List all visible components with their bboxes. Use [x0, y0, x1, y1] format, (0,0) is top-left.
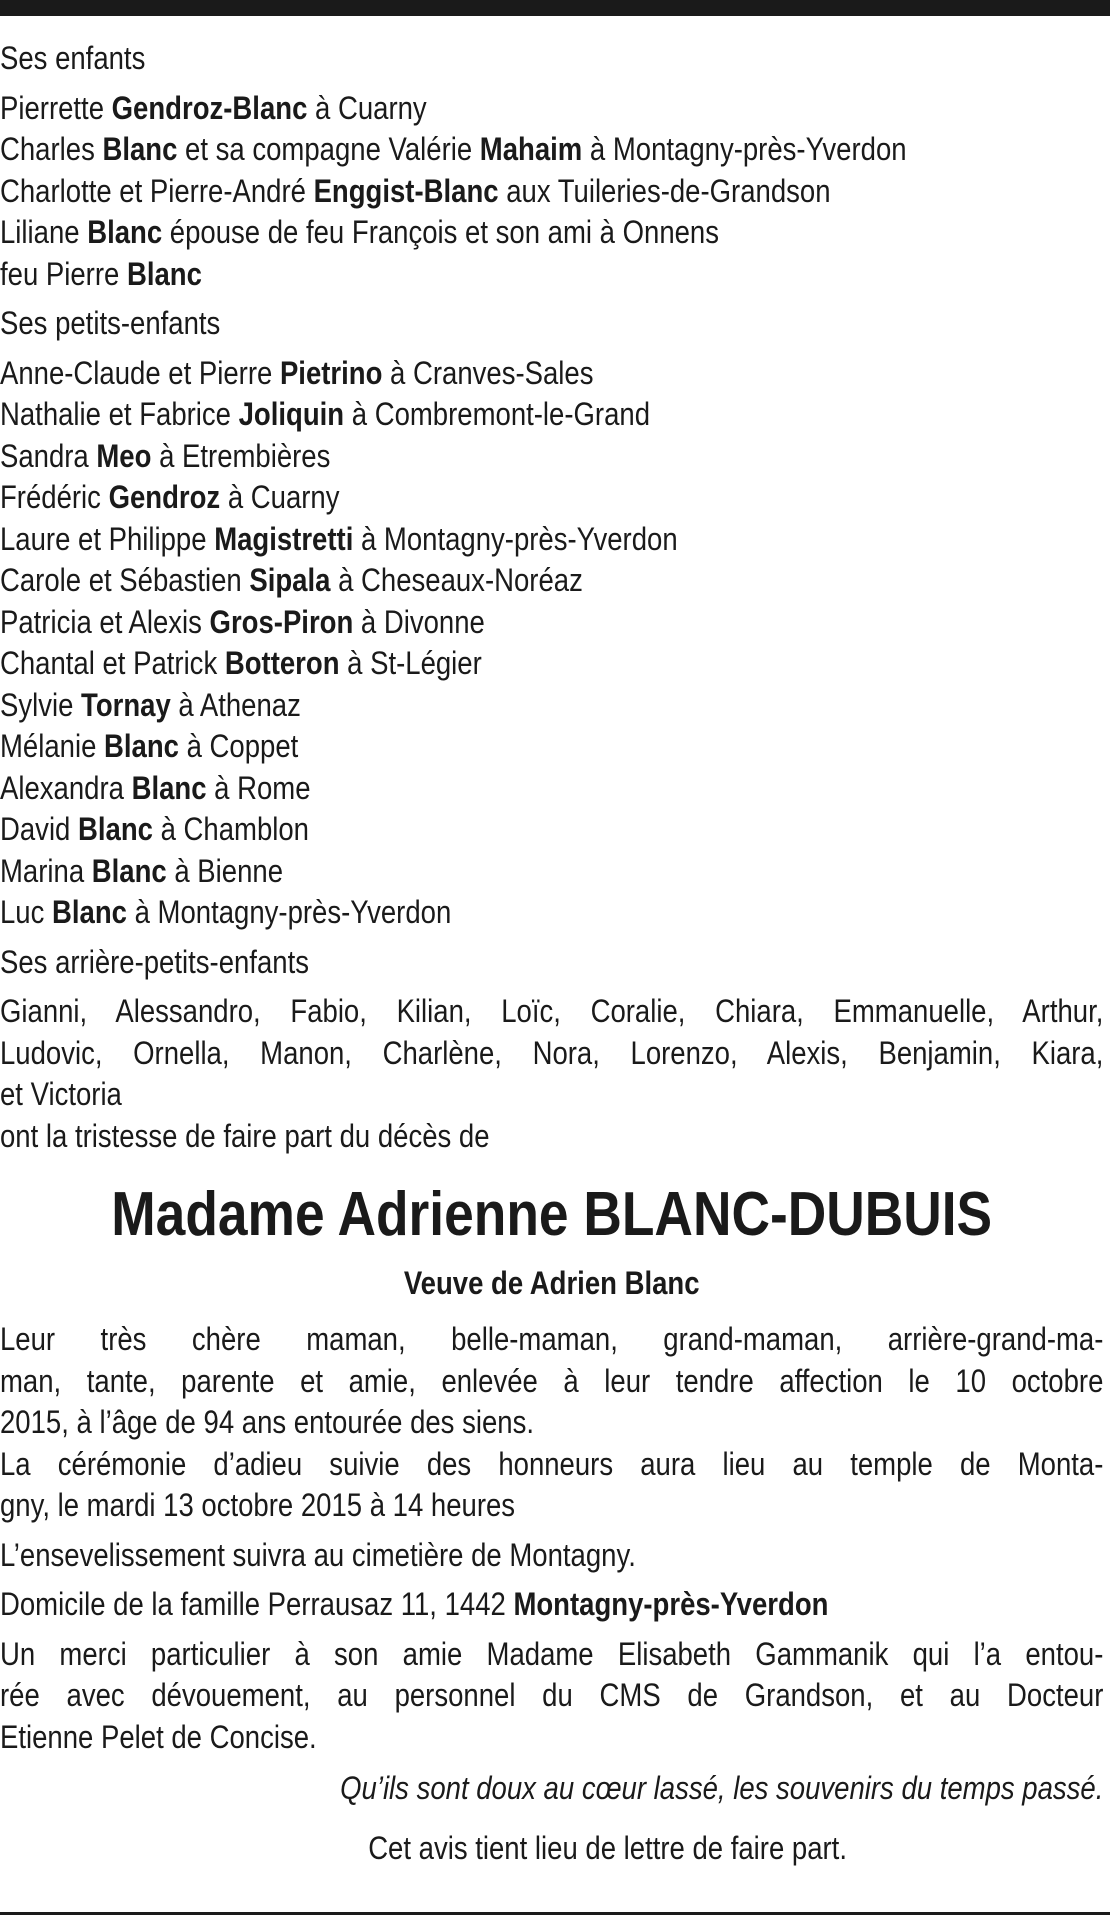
- list-item: Laure et Philippe Magistretti à Montagny-près-Yverdon: [0, 520, 678, 557]
- text-line: rée avec dévouement, au personnel du CMS de Grandson, et au Docteur: [0, 1677, 1104, 1713]
- list-item: Chantal et Patrick Botteron à St-Légier: [0, 645, 482, 681]
- announcement-text: ont la tristesse de faire part du décès de: [0, 1117, 490, 1154]
- closing-note: Cet avis tient lieu de lettre de faire part.: [368, 1829, 847, 1866]
- text-line: man, tante, parente et amie, enlevée à leur tendre affection le 10 octobre: [0, 1362, 1104, 1399]
- list-item: Gianni, Alessandro, Fabio, Kilian, Loïc, Coralie, Chiara, Emmanuelle, Arthur,: [0, 993, 1104, 1029]
- list-item: Mélanie Blanc à Coppet: [0, 728, 299, 764]
- paragraph-burial: L’ensevelissement suivra au cimetière de Montagny.: [0, 1536, 636, 1573]
- great-grandchildren-list: [0, 991, 1103, 1116]
- text-line: Etienne Pelet de Concise.: [0, 1718, 317, 1755]
- children-heading: Ses enfants: [0, 40, 146, 76]
- list-item: et Victoria: [0, 1076, 122, 1112]
- grandchildren-heading: Ses petits-enfants: [0, 305, 221, 341]
- great-grandchildren-heading: Ses arrière-petits-enfants: [0, 943, 309, 980]
- list-item: Charles Blanc et sa compagne Valérie Mahaim à Montagny-près-Yverdon: [0, 131, 907, 167]
- obituary-notice: [0, 38, 1103, 1869]
- deceased-name: Madame Adrienne BLANC-DUBUIS: [111, 1180, 993, 1249]
- list-item: Marina Blanc à Bienne: [0, 852, 283, 889]
- list-item: Sylvie Tornay à Athenaz: [0, 686, 301, 723]
- paragraph-tribute: [0, 1319, 1103, 1444]
- bottom-rule: [0, 1912, 1110, 1915]
- list-item: Pierrette Gendroz-Blanc à Cuarny: [0, 89, 427, 126]
- children-list: [0, 88, 1103, 296]
- text-line: Leur très chère maman, belle-maman, grand-maman, arrière-grand-ma-: [0, 1321, 1104, 1357]
- list-item: feu Pierre Blanc: [0, 255, 202, 292]
- text-line: gny, le mardi 13 octobre 2015 à 14 heures: [0, 1487, 516, 1523]
- list-item: Liliane Blanc épouse de feu François et son ami à Onnens: [0, 214, 720, 250]
- top-rule: [0, 0, 1110, 16]
- list-item: Carole et Sébastien Sipala à Cheseaux-Noréaz: [0, 562, 583, 598]
- list-item: Patricia et Alexis Gros-Piron à Divonne: [0, 603, 485, 640]
- text-line: Un merci particulier à son amie Madame Elisabeth Gammanik qui l’a entou-: [0, 1635, 1104, 1672]
- list-item: Alexandra Blanc à Rome: [0, 769, 311, 806]
- list-item: Charlotte et Pierre-André Enggist-Blanc aux Tuileries-de-Grandson: [0, 172, 831, 209]
- list-item: Anne-Claude et Pierre Pietrino à Cranves-Sales: [0, 354, 594, 391]
- list-item: Ludovic, Ornella, Manon, Charlène, Nora, Lorenzo, Alexis, Benjamin, Kiara,: [0, 1034, 1104, 1071]
- deceased-subtitle: Veuve de Adrien Blanc: [403, 1265, 700, 1301]
- paragraph-address: Domicile de la famille Perrausaz 11, 1442 Montagny-près-Yverdon: [0, 1586, 829, 1622]
- list-item: David Blanc à Chamblon: [0, 811, 309, 847]
- list-item: Frédéric Gendroz à Cuarny: [0, 479, 340, 515]
- grandchildren-list: [0, 353, 1103, 934]
- list-item: Luc Blanc à Montagny-près-Yverdon: [0, 894, 452, 930]
- paragraph-thanks: [0, 1634, 1103, 1759]
- text-line: La cérémonie d’adieu suivie des honneurs aura lieu au temple de Monta-: [0, 1445, 1104, 1482]
- closing-quote: Qu’ils sont doux au cœur lassé, les souvenirs du temps passé.: [340, 1770, 1104, 1806]
- list-item: Nathalie et Fabrice Joliquin à Combremont-le-Grand: [0, 396, 650, 432]
- paragraph-ceremony: [0, 1444, 1103, 1527]
- text-line: 2015, à l’âge de 94 ans entourée des siens.: [0, 1404, 534, 1440]
- list-item: Sandra Meo à Etrembières: [0, 437, 331, 474]
